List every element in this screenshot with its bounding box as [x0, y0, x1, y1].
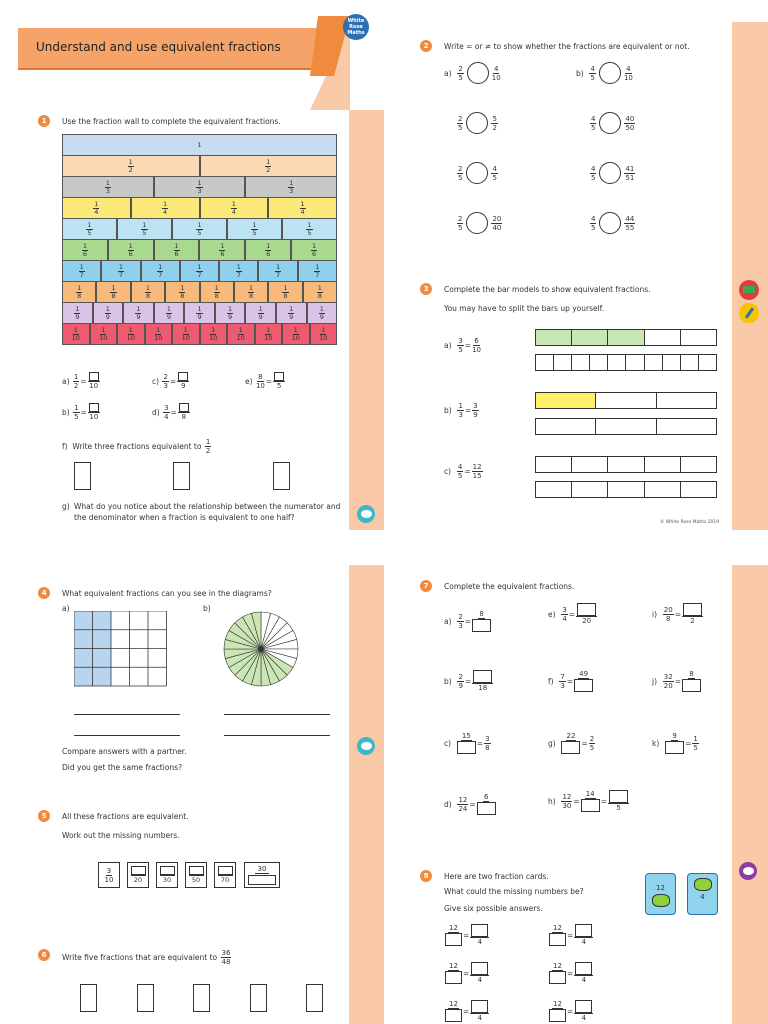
q3b-bar-thirds[interactable] [535, 392, 717, 409]
fraction-wall-cell: $\frac{1}{9}$ [307, 302, 338, 324]
q7d-answer-box[interactable] [477, 802, 496, 815]
q1g-text-2: the denominator when a fraction is equivalent to one half? [74, 513, 295, 522]
q7-prompt: Complete the equivalent fractions. [444, 582, 575, 591]
q1g-text-1: What do you notice about the relationship between the numerator and [74, 502, 341, 511]
fraction-wall-row [62, 239, 337, 261]
q5-fraction-last: 30 [244, 862, 280, 888]
q2-prompt: Write = or ≠ to show whether the fractions are equivalent or not. [444, 42, 690, 51]
q7f-answer-box[interactable] [574, 679, 593, 692]
fraction-wall-cell: $\frac{1}{8}$ [200, 281, 234, 303]
q2b-row-4: $\frac{4}{5}$ $\frac{44}{55}$ [589, 212, 636, 234]
q6-number: 6 [38, 949, 50, 961]
q4-text-2: Did you get the same fractions? [62, 763, 183, 772]
q8-answer-row: 12 = 4 [444, 962, 490, 984]
splat-icon [652, 894, 670, 907]
q2a-row-2: $\frac{2}{5}$ $\frac{5}{2}$ [456, 112, 499, 134]
q7g: g) 22 = $\frac{2}{5}$ [548, 732, 596, 754]
fraction-wall-cell: $\frac{1}{7}$ [62, 260, 101, 282]
q1d: d) $\frac{3}{4}$ = 8 [152, 403, 191, 421]
q3b-bar-ninths[interactable] [535, 418, 717, 435]
q2a-circle-1[interactable] [467, 62, 489, 84]
q4a-grid-diagram [74, 611, 168, 687]
q7i: i) $\frac{20}{8}$ = 2 [652, 603, 704, 625]
q7h-mid-answer-box[interactable] [581, 799, 600, 812]
fraction-wall-cell: $\frac{1}{8}$ [268, 281, 302, 303]
fraction-wall-cell: $\frac{1}{4}$ [62, 197, 131, 219]
q2b-circle-1[interactable] [599, 62, 621, 84]
q6-prompt: Write five fractions that are equivalent to $\frac{36}{48}$ [62, 949, 231, 966]
fraction-wall-cell: $\frac{1}{5}$ [62, 218, 117, 240]
fraction-wall-cell: $\frac{1}{5}$ [227, 218, 282, 240]
q1g-label: g) [62, 502, 70, 511]
speech-bubble-icon [357, 505, 375, 523]
q2a-circle-4[interactable] [466, 212, 488, 234]
fraction-wall-cell: $\frac{1}{2}$ [62, 155, 200, 177]
fraction-wall-cell: $\frac{1}{7}$ [219, 260, 258, 282]
q1-prompt: Use the fraction wall to complete the equivalent fractions. [62, 117, 281, 126]
q7k: k) 9 = $\frac{1}{5}$ [652, 732, 700, 754]
fraction-wall-cell: $\frac{1}{7}$ [180, 260, 219, 282]
q4b-answer-line-2[interactable] [224, 735, 330, 736]
q5-numerator-box[interactable] [160, 866, 175, 876]
fraction-wall-cell: $\frac{1}{8}$ [62, 281, 96, 303]
fraction-wall-cell: $\frac{1}{4}$ [200, 197, 269, 219]
q3c-equation: c) $\frac{4}{5}$ = $\frac{12}{15}$ [444, 463, 482, 480]
q7j-answer-box[interactable] [682, 679, 701, 692]
fraction-wall-row [62, 260, 337, 282]
q7d: d) $\frac{12}{24}$ = 6 [444, 793, 497, 815]
q1a-answer-box[interactable] [89, 372, 99, 381]
q3a-bar-tenths[interactable] [535, 354, 717, 371]
q8-answer-box[interactable] [575, 962, 592, 975]
fraction-wall-row [62, 197, 337, 219]
q7e: e) $\frac{3}{4}$ = 20 [548, 603, 598, 625]
q2b-circle-3[interactable] [599, 162, 621, 184]
q2b-circle-2[interactable] [599, 112, 621, 134]
fraction-wall-cell: $\frac{1}{6}$ [108, 239, 154, 261]
fraction-wall-cell: $\frac{1}{5}$ [282, 218, 337, 240]
q8-answer-box[interactable] [445, 971, 462, 984]
q8-prompt-3: Give six possible answers. [444, 904, 543, 913]
q5-numerator-box[interactable] [131, 866, 146, 876]
q8-answer-row: 12 = 4 [548, 924, 594, 946]
q7f: f) $\frac{7}{3}$ = 49 [548, 670, 594, 692]
q3-prompt: Complete the bar models to show equivalent fractions. [444, 285, 651, 294]
q1-number: 1 [38, 115, 50, 127]
q8-answer-row: 12 = 4 [548, 1000, 594, 1022]
sidebar-strip-bottom-right [732, 565, 768, 1024]
fraction-card-2: 4 [687, 873, 718, 915]
fraction-wall-cell: $\frac{1}{8}$ [131, 281, 165, 303]
q8-answer-box[interactable] [471, 924, 488, 937]
q1e-answer-box[interactable] [274, 372, 284, 381]
fraction-wall-cell: $\frac{1}{2}$ [200, 155, 338, 177]
fraction-wall-cell: $\frac{1}{10}$ [172, 323, 200, 345]
flashcard-icon [739, 280, 759, 300]
q4-text-1: Compare answers with a partner. [62, 747, 187, 756]
q8-answer-row: 12 = 4 [444, 924, 490, 946]
q4a-answer-line-2[interactable] [74, 735, 180, 736]
q5-last-den-box[interactable] [248, 875, 276, 885]
fraction-wall-cell: $\frac{1}{9}$ [62, 302, 93, 324]
q8-answer-row: 12 = 4 [548, 962, 594, 984]
q7g-answer-box[interactable] [561, 741, 580, 754]
q5-fraction-1: $\frac{3}{10}$ [98, 862, 120, 888]
q2b-row-2: $\frac{4}{5}$ $\frac{40}{50}$ [589, 112, 636, 134]
sidebar-strip-bottom-left [349, 565, 384, 1024]
q5-fraction-box: 50 [185, 862, 207, 888]
q7c-answer-box[interactable] [457, 741, 476, 754]
fraction-wall-cell: $\frac{1}{5}$ [117, 218, 172, 240]
logo: White Rose Maths [343, 14, 369, 40]
q4b-circle-diagram [222, 610, 300, 688]
sidebar-strip-top-left [349, 110, 384, 530]
q5-numerator-box[interactable] [189, 866, 204, 876]
fraction-wall-cell: $\frac{1}{9}$ [184, 302, 215, 324]
fraction-wall-cell: 1 [62, 134, 337, 156]
copyright: © White Rose Maths 2019 [660, 520, 720, 525]
fraction-wall-cell: $\frac{1}{5}$ [172, 218, 227, 240]
fraction-wall-cell: $\frac{1}{6}$ [199, 239, 245, 261]
q8-answer-box[interactable] [575, 924, 592, 937]
q3a-bar-fifths[interactable] [535, 329, 717, 346]
fraction-wall-row [62, 323, 337, 345]
q8-number: 8 [420, 870, 432, 882]
fraction-wall-cell: $\frac{1}{6}$ [291, 239, 337, 261]
q3b-equation: b) $\frac{1}{3}$ = $\frac{3}{9}$ [444, 402, 478, 419]
q7c: c) 15 = $\frac{3}{8}$ [444, 732, 492, 754]
q2a-row-1: a) $\frac{2}{5}$ $\frac{4}{10}$ [444, 62, 502, 84]
q4a-label: a) [62, 604, 70, 613]
q5-prompt: All these fractions are equivalent. [62, 812, 189, 821]
q3-number: 3 [420, 283, 432, 295]
q6-answer-box-1[interactable] [80, 984, 97, 1012]
q6-answer-box-2[interactable] [137, 984, 154, 1012]
q8-prompt-2: What could the missing numbers be? [444, 887, 584, 896]
q2-number: 2 [420, 40, 432, 52]
q1c-answer-box[interactable] [178, 372, 188, 381]
fraction-wall-cell: $\frac{1}{8}$ [303, 281, 337, 303]
fraction-wall-row [62, 302, 337, 324]
fraction-wall-cell: $\frac{1}{10}$ [227, 323, 255, 345]
q1b: b) $\frac{1}{5}$ = 10 [62, 403, 99, 421]
fraction-wall-cell: $\frac{1}{10}$ [90, 323, 118, 345]
fraction-wall-cell: $\frac{1}{9}$ [123, 302, 154, 324]
q7h: h) $\frac{12}{30}$ = 14 = 5 [548, 790, 630, 812]
fraction-wall-cell: $\frac{1}{7}$ [101, 260, 140, 282]
fraction-wall-cell: $\frac{1}{9}$ [276, 302, 307, 324]
q6-answer-box-3[interactable] [193, 984, 210, 1012]
fraction-wall-cell: $\frac{1}{10}$ [200, 323, 228, 345]
fraction-wall-cell: $\frac{1}{10}$ [145, 323, 173, 345]
q1c: c) $\frac{2}{3}$ = 9 [152, 372, 190, 390]
q7a-answer-box[interactable] [472, 619, 491, 632]
q1f-answer-box-3[interactable] [273, 462, 290, 490]
fraction-wall-cell: $\frac{1}{8}$ [234, 281, 268, 303]
fraction-wall-row [62, 281, 337, 303]
fraction-wall-row [62, 218, 337, 240]
fraction-card-1: 12 [645, 873, 676, 915]
fraction-wall-cell: $\frac{1}{4}$ [131, 197, 200, 219]
page-title: Understand and use equivalent fractions [36, 40, 281, 54]
q1e: e) $\frac{8}{10}$ = 5 [245, 372, 286, 390]
q7b-answer-box[interactable] [473, 670, 492, 683]
q5-numerator-box[interactable] [218, 866, 233, 876]
q5-fraction-box: 20 [127, 862, 149, 888]
fraction-wall-cell: $\frac{1}{3}$ [62, 176, 154, 198]
q7k-answer-box[interactable] [665, 741, 684, 754]
q8-answer-box[interactable] [549, 933, 566, 946]
q2b-circle-4[interactable] [599, 212, 621, 234]
q7e-answer-box[interactable] [577, 603, 596, 616]
fraction-wall-cell: $\frac{1}{8}$ [96, 281, 130, 303]
q7i-answer-box[interactable] [683, 603, 702, 616]
fraction-wall-cell: $\frac{1}{9}$ [154, 302, 185, 324]
pencil-icon [739, 303, 759, 323]
fraction-wall-row [62, 155, 337, 177]
q4a-answer-line-1[interactable] [74, 714, 180, 715]
q1b-answer-box[interactable] [89, 403, 99, 412]
fraction-wall-cell: $\frac{1}{7}$ [258, 260, 297, 282]
q2a-circle-3[interactable] [466, 162, 488, 184]
q4b-answer-line-1[interactable] [224, 714, 330, 715]
fraction-wall-cell: $\frac{1}{8}$ [165, 281, 199, 303]
fraction-wall-cell: $\frac{1}{6}$ [154, 239, 200, 261]
fraction-wall-cell: $\frac{1}{7}$ [298, 260, 337, 282]
q8-answer-box[interactable] [471, 962, 488, 975]
q2a-row-4: $\frac{2}{5}$ $\frac{20}{40}$ [456, 212, 503, 234]
q4-prompt: What equivalent fractions can you see in the diagrams? [62, 589, 272, 598]
q2a-circle-2[interactable] [466, 112, 488, 134]
splat-icon [694, 878, 712, 891]
q8-answer-box[interactable] [549, 1009, 566, 1022]
q3-prompt-2: You may have to split the bars up yourself. [444, 304, 605, 313]
q6-answer-box-5[interactable] [306, 984, 323, 1012]
q7a: a) $\frac{2}{3}$ = 8 [444, 610, 492, 632]
q8-answer-box[interactable] [445, 933, 462, 946]
q5-prompt-2: Work out the missing numbers. [62, 831, 180, 840]
fraction-wall-cell: $\frac{1}{4}$ [268, 197, 337, 219]
fraction-wall-cell: $\frac{1}{6}$ [245, 239, 291, 261]
q2a-row-3: $\frac{2}{5}$ $\frac{4}{5}$ [456, 162, 499, 184]
q5-fraction-box: 30 [156, 862, 178, 888]
q8-answer-row: 12 = 4 [444, 1000, 490, 1022]
q3c-bar-fifteenths[interactable] [535, 481, 717, 498]
fraction-wall-cell: $\frac{1}{3}$ [245, 176, 337, 198]
q1f-answer-box-1[interactable] [74, 462, 91, 490]
q1d-answer-box[interactable] [179, 403, 189, 412]
speech-bubble-icon [357, 737, 375, 755]
q8-prompt: Here are two fraction cards. [444, 872, 549, 881]
fraction-wall-cell: $\frac{1}{10}$ [310, 323, 338, 345]
q7j: j) $\frac{32}{20}$ = 8 [652, 670, 702, 692]
fraction-wall-cell: $\frac{1}{9}$ [245, 302, 276, 324]
q3c-bar-fifths[interactable] [535, 456, 717, 473]
q5-number: 5 [38, 810, 50, 822]
sidebar-strip-top-right [732, 22, 768, 530]
fraction-wall-cell: $\frac{1}{10}$ [62, 323, 90, 345]
fraction-wall-cell: $\frac{1}{9}$ [93, 302, 124, 324]
q7h-answer-box[interactable] [609, 790, 628, 803]
fraction-wall-row [62, 176, 337, 198]
q8-answer-box[interactable] [575, 1000, 592, 1013]
q7b: b) $\frac{2}{9}$ = 18 [444, 670, 494, 692]
fraction-wall-cell: $\frac{1}{6}$ [62, 239, 108, 261]
q2b-row-3: $\frac{4}{5}$ $\frac{41}{51}$ [589, 162, 636, 184]
q8-answer-box[interactable] [471, 1000, 488, 1013]
fraction-wall-cell: $\frac{1}{10}$ [282, 323, 310, 345]
q5-fraction-box: 70 [214, 862, 236, 888]
fraction-wall-cell: $\frac{1}{3}$ [154, 176, 246, 198]
speech-bubble-icon [739, 862, 757, 880]
fraction-wall-row [62, 134, 337, 156]
q8-answer-box[interactable] [445, 1009, 462, 1022]
q1a: a) $\frac{1}{2}$ = 10 [62, 372, 99, 390]
q4b-label: b) [203, 604, 211, 613]
q3a-equation: a) $\frac{3}{5}$ = $\frac{6}{10}$ [444, 337, 481, 354]
q1f: f) Write three fractions equivalent to $\frac{1}{2}$ [62, 438, 211, 455]
q2b-row-1: b) $\frac{4}{5}$ $\frac{4}{10}$ [576, 62, 634, 84]
q8-answer-box[interactable] [549, 971, 566, 984]
fraction-wall-cell: $\frac{1}{10}$ [255, 323, 283, 345]
fraction-wall-cell: $\frac{1}{7}$ [141, 260, 180, 282]
q7-number: 7 [420, 580, 432, 592]
q4-number: 4 [38, 587, 50, 599]
q1f-answer-box-2[interactable] [173, 462, 190, 490]
q6-answer-box-4[interactable] [250, 984, 267, 1012]
fraction-wall-cell: $\frac{1}{10}$ [117, 323, 145, 345]
fraction-wall-cell: $\frac{1}{9}$ [215, 302, 246, 324]
